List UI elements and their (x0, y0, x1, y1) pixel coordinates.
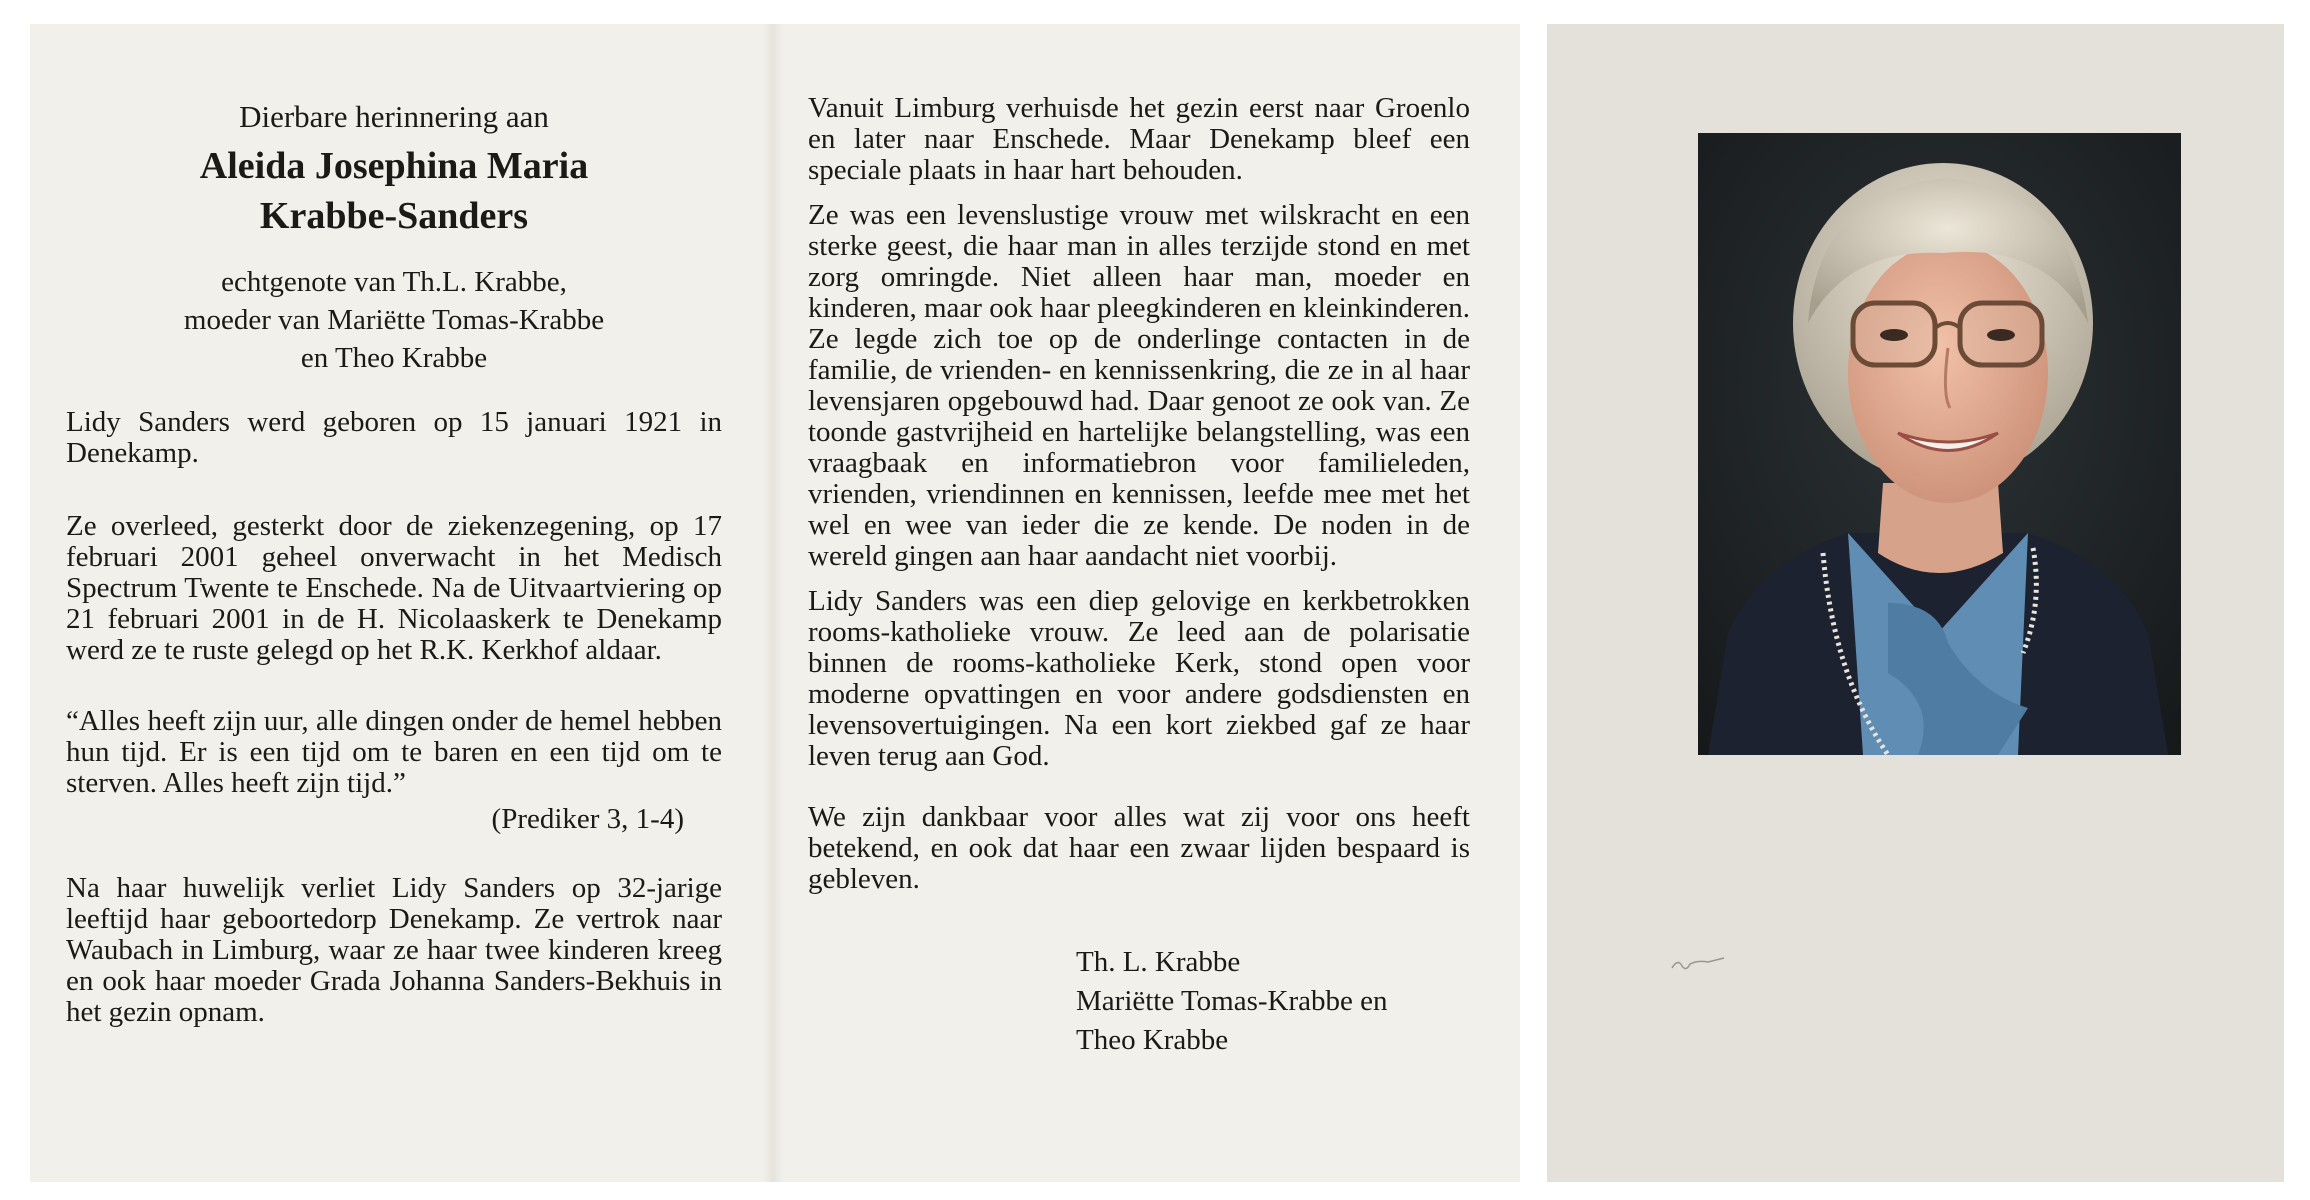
thanks-paragraph: We zijn dankbaar voor alles wat zij voor ons heeft betekend, en ook dat haar een zwaar lijden bespaard is gebleven. (808, 801, 1470, 895)
faith-paragraph: Lidy Sanders was een diep gelovige en kerkbetrokken rooms-katholieke vrouw. Ze leed aan de polarisatie binnen de rooms-katholieke Kerk, stond open voor moderne opvattingen en voor andere godsdiensten en levensovertuigingen. Na een kort ziekbed gaf ze haar leven terug aan God. (808, 585, 1470, 772)
signatures (1076, 943, 1470, 1060)
birth-paragraph: Lidy Sanders werd geboren op 15 januari 1921 in Denekamp. (66, 406, 722, 469)
portrait-photo (1698, 133, 2181, 755)
portrait-illustration (1698, 133, 2181, 755)
pencil-mark (1668, 952, 1728, 976)
deceased-name-line1: Aleida Josephina Maria (199, 145, 589, 187)
moves-paragraph: Vanuit Limburg verhuisde het gezin eerst naar Groenlo en later naar Enschede. Maar Denekamp bleef een speciale plaats in haar hart behouden. (808, 92, 1470, 186)
card-heading: Dierbare herinnering aan (239, 99, 549, 134)
character-paragraph: Ze was een levenslustige vrouw met wilskracht en een sterke geest, die haar man in alles terzijde stond en met zorg omringde. Niet alleen haar man, moeder en kinderen, maar ook haar pleegkinderen en kleinkinderen. Ze legde zich toe op de onderlinge contacten in de familie, de vrienden- en kennissenkring, die ze in al haar levensjaren opgebouwd had. Daar genoot ze ook van. Ze toonde gastvrijheid en hartelijke belangstelling, was een vraagbaak en informatiebron voor familieleden, vrienden, vriendinnen en kennissen, leefde mee met het wel en wee van ieder die ze kende. De noden in de wereld gingen aan haar aandacht niet voorbij. (808, 199, 1470, 572)
marriage-paragraph: Na haar huwelijk verliet Lidy Sanders op 32-jarige leeftijd haar geboortedorp Denekamp. Ze vertrok naar Waubach in Limburg, waar ze haar twee kinderen kreeg en ook haar moeder Grada Johanna Sanders-Bekhuis in het gezin opnam. (66, 872, 722, 1028)
quote-source: (Prediker 3, 1-4) (491, 803, 684, 835)
card-fold (763, 24, 783, 1182)
relation-son: en Theo Krabbe (300, 342, 488, 374)
signature-husband: Th. L. Krabbe (1076, 946, 1241, 978)
relation-spouse: echtgenote van Th.L. Krabbe, (221, 266, 567, 298)
deceased-name-line2: Krabbe-Sanders (259, 195, 529, 237)
right-page (808, 93, 1470, 1060)
signature-daughter: Mariëtte Tomas-Krabbe en (1076, 985, 1388, 1017)
relation-daughter: moeder van Mariëtte Tomas-Krabbe (183, 304, 605, 336)
death-paragraph: Ze overleed, gesterkt door de ziekenzegening, op 17 februari 2001 geheel onverwacht in het Medisch Spectrum Twente te Enschede. Na de Uitvaartviering op 21 februari 2001 in de H. Nicolaaskerk te Denekamp werd ze te ruste gelegd op het R.K. Kerkhof aldaar. (66, 510, 722, 666)
signature-son: Theo Krabbe (1076, 1024, 1229, 1056)
left-page (66, 93, 722, 1028)
bible-quote: “Alles heeft zijn uur, alle dingen onder de hemel hebben hun tijd. Er is een tijd om te baren en een tijd om te sterven. Alles heeft zijn tijd.” (66, 705, 722, 799)
